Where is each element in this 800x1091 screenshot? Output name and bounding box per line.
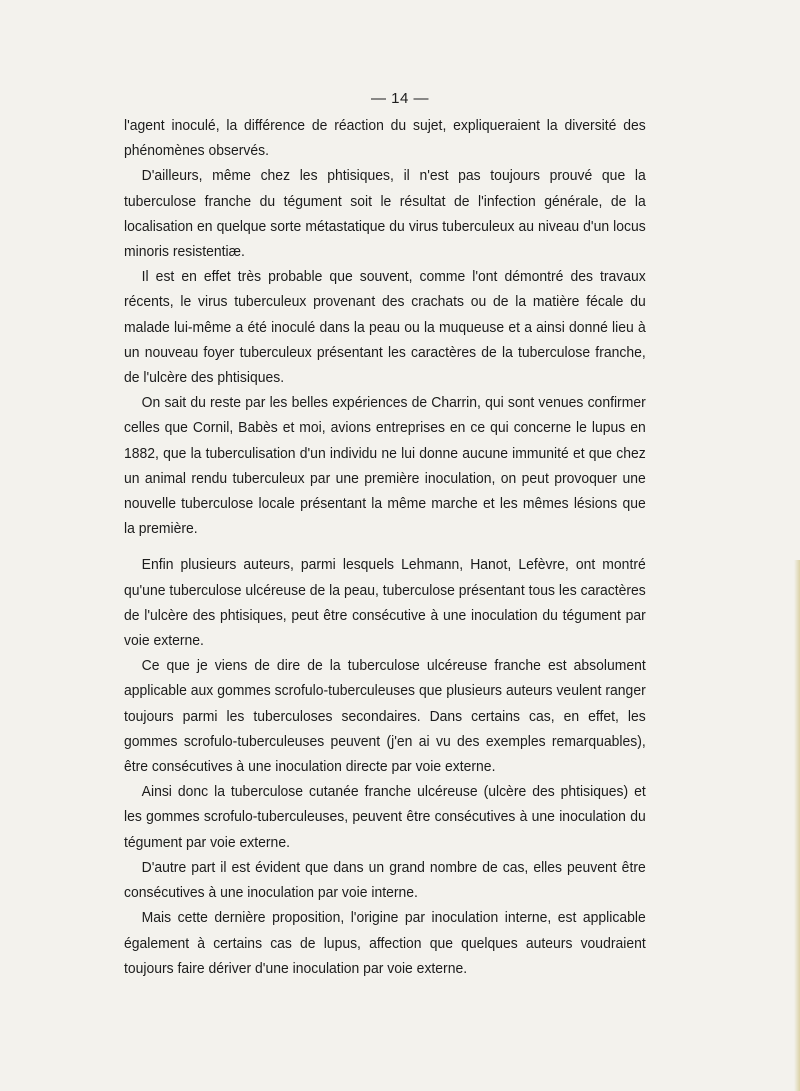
paragraph-4: On sait du reste par les belles expériences de Charrin, qui sont venues confirmer celles que Cornil, Babès et moi, avions entreprises en ce qui concerne le lupus en 1882, que la tuberculisation d'un individu ne lui donne aucune immunité et que chez un animal rendu tuberculeux par une première inoculation, on peut provoquer une nouvelle tuberculose locale présentant la même marche et les mêmes lésions que la première. <box>124 394 646 538</box>
paragraph-2: D'ailleurs, même chez les phtisiques, il n'est pas toujours prouvé que la tuberculose franche du tégument soit le résultat de l'infection générale, de la localisation en quelque sorte métastatique du virus tuberculeux au niveau d'un locus minoris resistentiæ. <box>124 167 646 261</box>
paragraph-7: Ainsi donc la tuberculose cutanée franche ulcéreuse (ulcère des phtisiques) et les gommes scrofulo-tuberculeuses, peuvent être consécutives à une inoculation du tégument par voie externe. <box>124 783 646 851</box>
paragraph-3: Il est en effet très probable que souvent, comme l'ont démontré des travaux récents, le virus tuberculeux provenant des crachats ou de la matière fécale du malade lui-même a été inoculé dans la peau ou la muqueuse et a ainsi donné lieu à un nouveau foyer tuberculeux présentant les caractères de la tuberculose franche, de l'ulcère des phtisiques. <box>124 268 646 387</box>
page-edge-shadow <box>794 560 800 1091</box>
paragraph-1: l'agent inoculé, la différence de réaction du sujet, expliqueraient la diversité des phénomènes observés. <box>124 117 646 160</box>
body-text <box>124 113 646 981</box>
paragraph-9: Mais cette dernière proposition, l'origine par inoculation interne, est applicable également à certains cas de lupus, affection que quelques auteurs voudraient toujours faire dériver d'une inoculation par voie externe. <box>124 909 646 977</box>
paragraph-8: D'autre part il est évident que dans un grand nombre de cas, elles peuvent être consécutives à une inoculation par voie interne. <box>124 858 646 902</box>
paragraph-5: Enfin plusieurs auteurs, parmi lesquels Lehmann, Hanot, Lefèvre, ont montré qu'une tuberculose ulcéreuse de la peau, tuberculose présentant tous les caractères de l'ulcère des phtisiques, peut être consécutive à une inoculation du tégument par voie externe. <box>124 556 646 650</box>
paragraph-6: Ce que je viens de dire de la tuberculose ulcéreuse franche est absolument applicable aux gommes scrofulo-tuberculeuses que plusieurs auteurs veulent ranger toujours parmi les tuberculoses secondaires. Dans certains cas, en effet, les gommes scrofulo-tuberculeuses peuvent (j'en ai vu des exemples remarquables), être consécutives à une inoculation directe par voie externe. <box>124 657 646 776</box>
page-number: — 14 — <box>370 90 430 107</box>
